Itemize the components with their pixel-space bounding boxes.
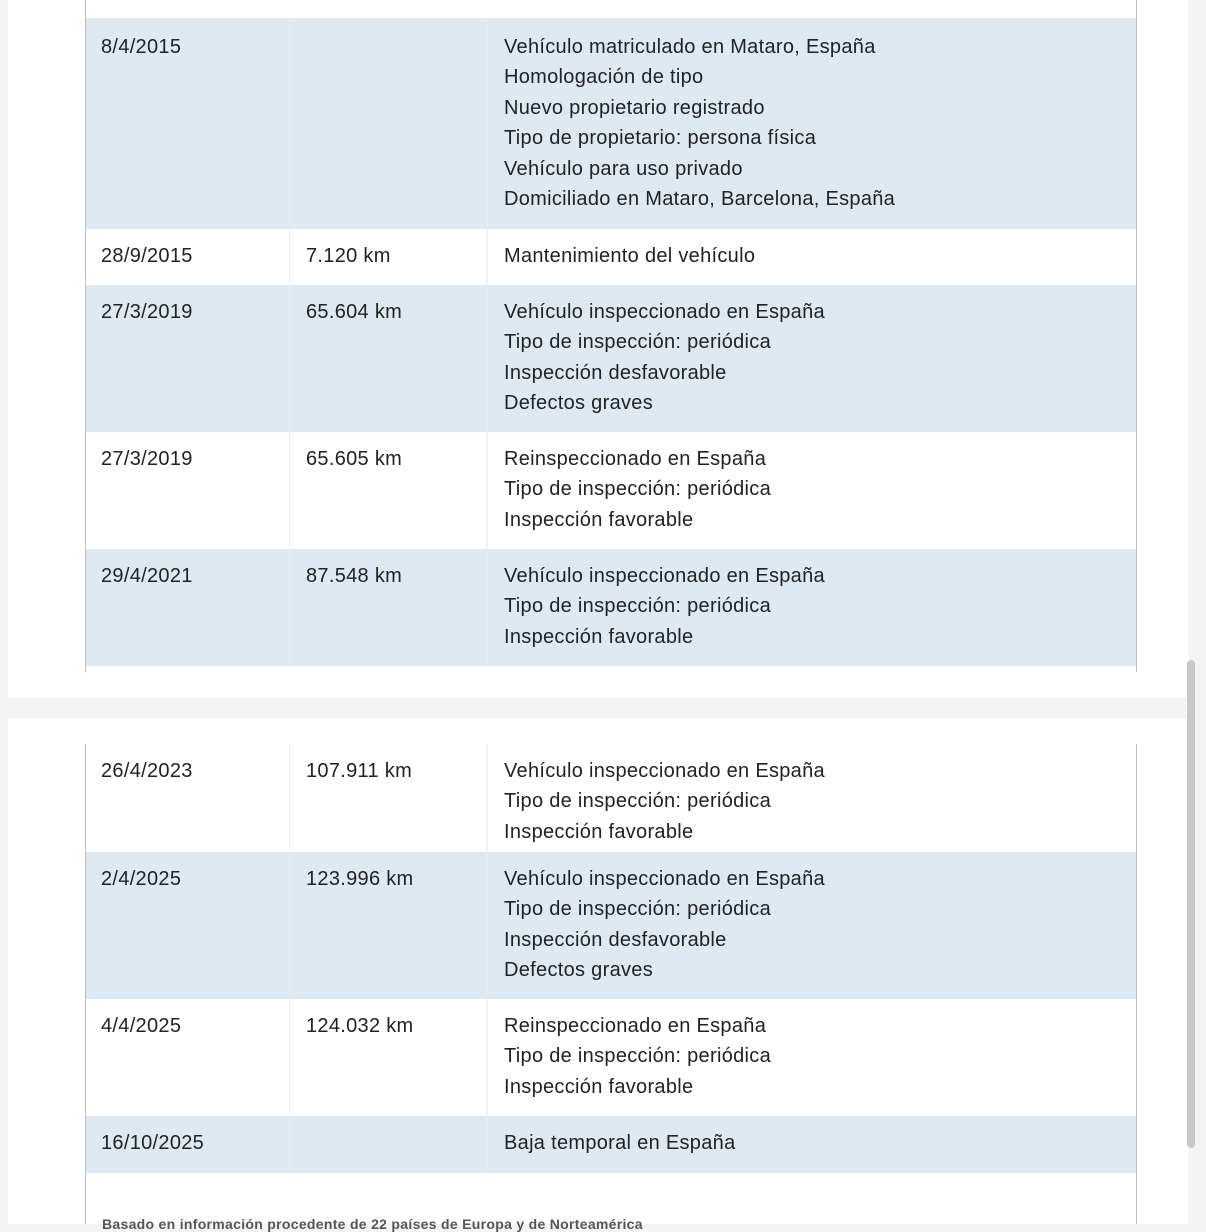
row-description	[488, 432, 1136, 549]
row-description	[488, 549, 1136, 666]
event-line: Inspección favorable	[504, 820, 694, 843]
row-km	[289, 1116, 488, 1173]
event-line: Tipo de inspección: periódica	[504, 595, 772, 618]
row-description	[488, 852, 1136, 999]
event-line: Tipo de inspección: periódica	[504, 478, 772, 501]
table-row	[86, 285, 1136, 432]
row-description	[488, 1116, 1136, 1173]
history-table-top	[85, 0, 1137, 672]
event-line: Domiciliado en Mataro, Barcelona, España	[504, 188, 896, 211]
source-footnote: Basado en información procedente de 22 países de Europa y de Norteamérica	[102, 1216, 643, 1232]
table-top-band	[86, 0, 1136, 20]
row-km: 107.911 km	[289, 744, 488, 852]
table-row	[86, 432, 1136, 549]
row-date: 27/3/2019	[101, 301, 193, 323]
row-description	[488, 999, 1136, 1116]
event-line: Defectos graves	[504, 392, 654, 415]
event-line: Homologación de tipo	[504, 66, 704, 89]
table-row	[86, 1116, 1136, 1173]
row-description	[488, 744, 1136, 852]
history-card-top	[8, 0, 1188, 698]
row-km: 123.996 km	[289, 852, 488, 999]
row-date: 27/3/2019	[101, 448, 193, 470]
row-date: 26/4/2023	[101, 760, 193, 782]
row-description	[488, 20, 1136, 229]
row-km: 7.120 km	[289, 229, 488, 285]
event-line: Tipo de inspección: periódica	[504, 1045, 772, 1068]
event-line: Defectos graves	[504, 959, 654, 982]
row-km: 65.604 km	[289, 285, 488, 432]
row-description	[488, 229, 1136, 285]
event-line: Reinspeccionado en España	[504, 448, 767, 470]
event-line: Inspección favorable	[504, 508, 694, 531]
event-line: Baja temporal en España	[504, 1132, 736, 1154]
table-row	[86, 229, 1136, 285]
event-line: Vehículo inspeccionado en España	[504, 565, 825, 587]
row-km: 87.548 km	[289, 549, 488, 666]
event-line: Vehículo inspeccionado en España	[504, 301, 825, 323]
row-date: 28/9/2015	[101, 245, 193, 267]
event-line: Vehículo matriculado en Mataro, España	[504, 36, 876, 58]
event-line: Reinspeccionado en España	[504, 1015, 767, 1037]
row-date: 2/4/2025	[101, 868, 182, 890]
event-line: Vehículo inspeccionado en España	[504, 868, 825, 890]
event-line: Tipo de inspección: periódica	[504, 790, 772, 813]
event-line: Inspección favorable	[504, 625, 694, 648]
table-row	[86, 549, 1136, 666]
row-km: 124.032 km	[289, 999, 488, 1116]
event-line: Mantenimiento del vehículo	[504, 245, 756, 267]
event-line: Inspección desfavorable	[504, 928, 727, 951]
event-line: Tipo de propietario: persona física	[504, 127, 817, 150]
row-date: 16/10/2025	[101, 1132, 205, 1154]
history-card-bottom	[8, 718, 1188, 1232]
row-date: 29/4/2021	[101, 565, 193, 587]
table-row	[86, 744, 1136, 852]
event-line: Inspección favorable	[504, 1075, 694, 1098]
row-description	[488, 285, 1136, 432]
row-km	[289, 20, 488, 229]
row-km: 65.605 km	[289, 432, 488, 549]
table-row	[86, 852, 1136, 999]
event-line: Nuevo propietario registrado	[504, 96, 765, 119]
event-line: Tipo de inspección: periódica	[504, 898, 772, 921]
event-line: Tipo de inspección: periódica	[504, 331, 772, 354]
event-line: Vehículo inspeccionado en España	[504, 760, 825, 782]
page-scrollbar[interactable]	[1187, 660, 1195, 1148]
history-table-bottom	[85, 744, 1137, 1232]
table-row	[86, 20, 1136, 229]
event-line: Vehículo para uso privado	[504, 157, 743, 180]
row-date: 8/4/2015	[101, 36, 182, 58]
row-date: 4/4/2025	[101, 1015, 182, 1037]
table-row	[86, 999, 1136, 1116]
event-line: Inspección desfavorable	[504, 361, 727, 384]
